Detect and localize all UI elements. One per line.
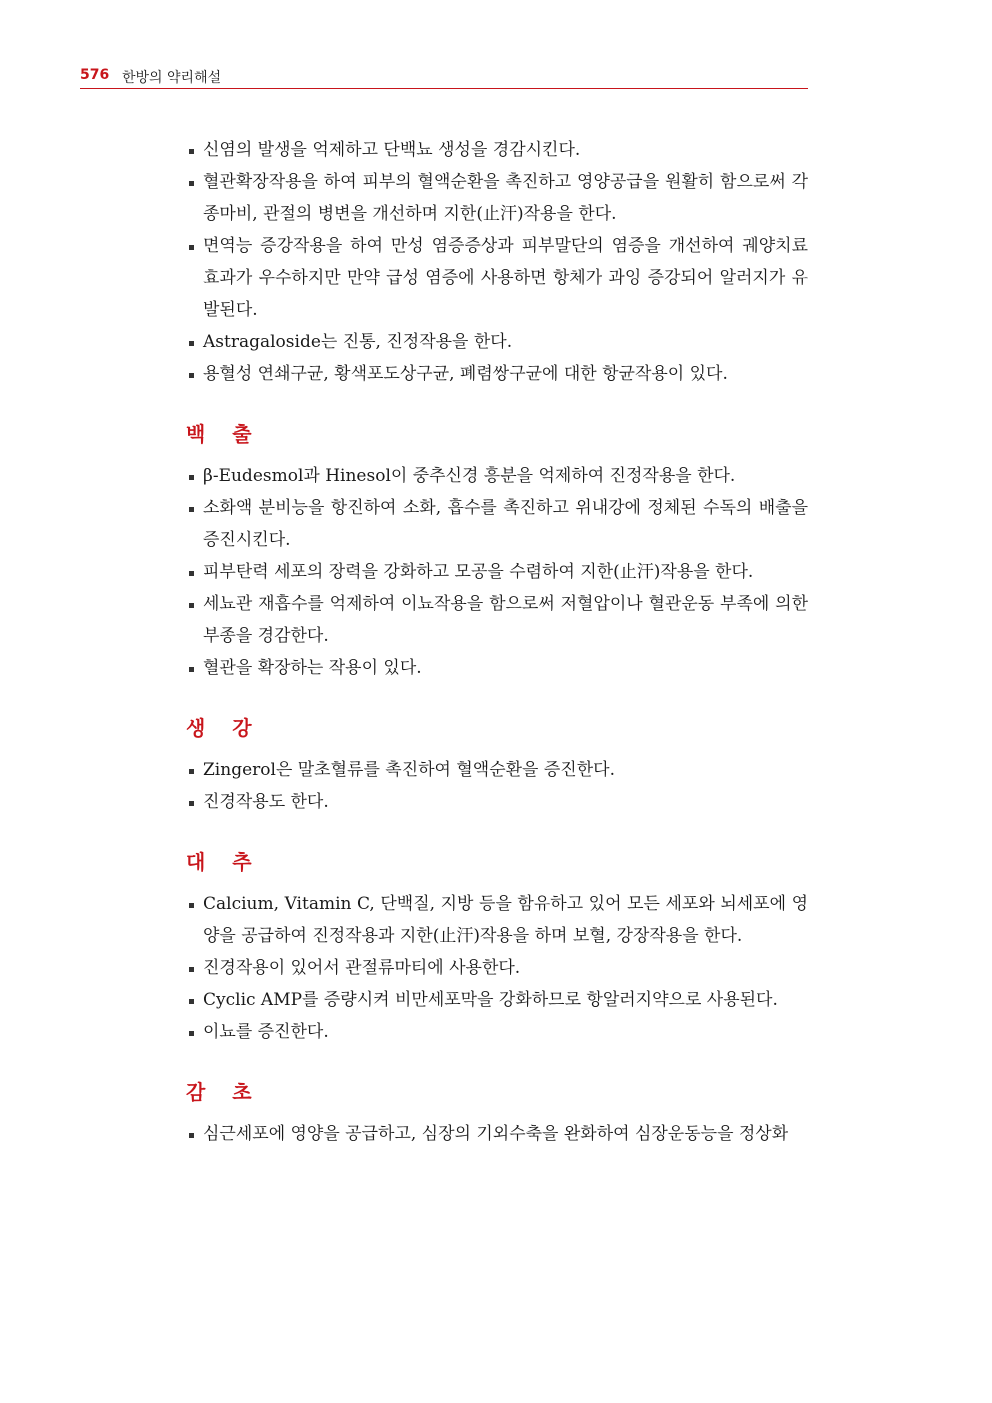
list-item: 소화액 분비능을 항진하여 소화, 흡수를 촉진하고 위내강에 정체된 수독의 배출을 증진시킨다.: [186, 492, 808, 556]
list-item: 용혈성 연쇄구균, 황색포도상구균, 폐렴쌍구균에 대한 항균작용이 있다.: [186, 358, 808, 390]
page-content: [186, 134, 808, 1150]
list-item: 세뇨관 재흡수를 억제하여 이뇨작용을 함으로써 저혈압이나 혈관운동 부족에 의한 부종을 경감한다.: [186, 588, 808, 652]
list-item: 신염의 발생을 억제하고 단백뇨 생성을 경감시킨다.: [186, 134, 808, 166]
section-title: 대 추: [186, 850, 262, 874]
section-title: 감 초: [186, 1080, 262, 1104]
section-baekchul: [186, 418, 808, 684]
list-item: 심근세포에 영양을 공급하고, 심장의 기외수축을 완화하여 심장운동능을 정상화: [186, 1118, 808, 1150]
list-item: Calcium, Vitamin C, 단백질, 지방 등을 함유하고 있어 모든 세포와 뇌세포에 영양을 공급하여 진정작용과 지한(止汗)작용을 하며 보혈, 강장작용을 한다.: [186, 888, 808, 952]
page-number: 576: [80, 67, 110, 83]
list-item: Cyclic AMP를 증량시켜 비만세포막을 강화하므로 항알러지약으로 사용된다.: [186, 984, 808, 1016]
list-item: 이뇨를 증진한다.: [186, 1016, 808, 1048]
section-saenggang: [186, 712, 808, 818]
section-gamcho: [186, 1076, 808, 1150]
list-item: Astragaloside는 진통, 진정작용을 한다.: [186, 326, 808, 358]
list-item: 혈관확장작용을 하여 피부의 혈액순환을 촉진하고 영양공급을 원활히 함으로써 각종마비, 관절의 병변을 개선하며 지한(止汗)작용을 한다.: [186, 166, 808, 230]
list-item: 피부탄력 세포의 장력을 강화하고 모공을 수렴하여 지한(止汗)작용을 한다.: [186, 556, 808, 588]
page-header: [80, 64, 808, 89]
intro-list: [186, 134, 808, 390]
list-item: 혈관을 확장하는 작용이 있다.: [186, 652, 808, 684]
book-title: 한방의 약리해설: [122, 70, 222, 86]
list-item: 면역능 증강작용을 하여 만성 염증증상과 피부말단의 염증을 개선하여 궤양치료 효과가 우수하지만 만약 급성 염증에 사용하면 항체가 과잉 증강되어 알러지가 유발된다.: [186, 230, 808, 326]
list-item: 진경작용도 한다.: [186, 786, 808, 818]
section-daechu: [186, 846, 808, 1048]
section-title: 생 강: [186, 716, 262, 740]
section-title: 백 출: [186, 422, 262, 446]
list-item: 진경작용이 있어서 관절류마티에 사용한다.: [186, 952, 808, 984]
list-item: β-Eudesmol과 Hinesol이 중추신경 흥분을 억제하여 진정작용을 한다.: [186, 460, 808, 492]
list-item: Zingerol은 말초혈류를 촉진하여 혈액순환을 증진한다.: [186, 754, 808, 786]
